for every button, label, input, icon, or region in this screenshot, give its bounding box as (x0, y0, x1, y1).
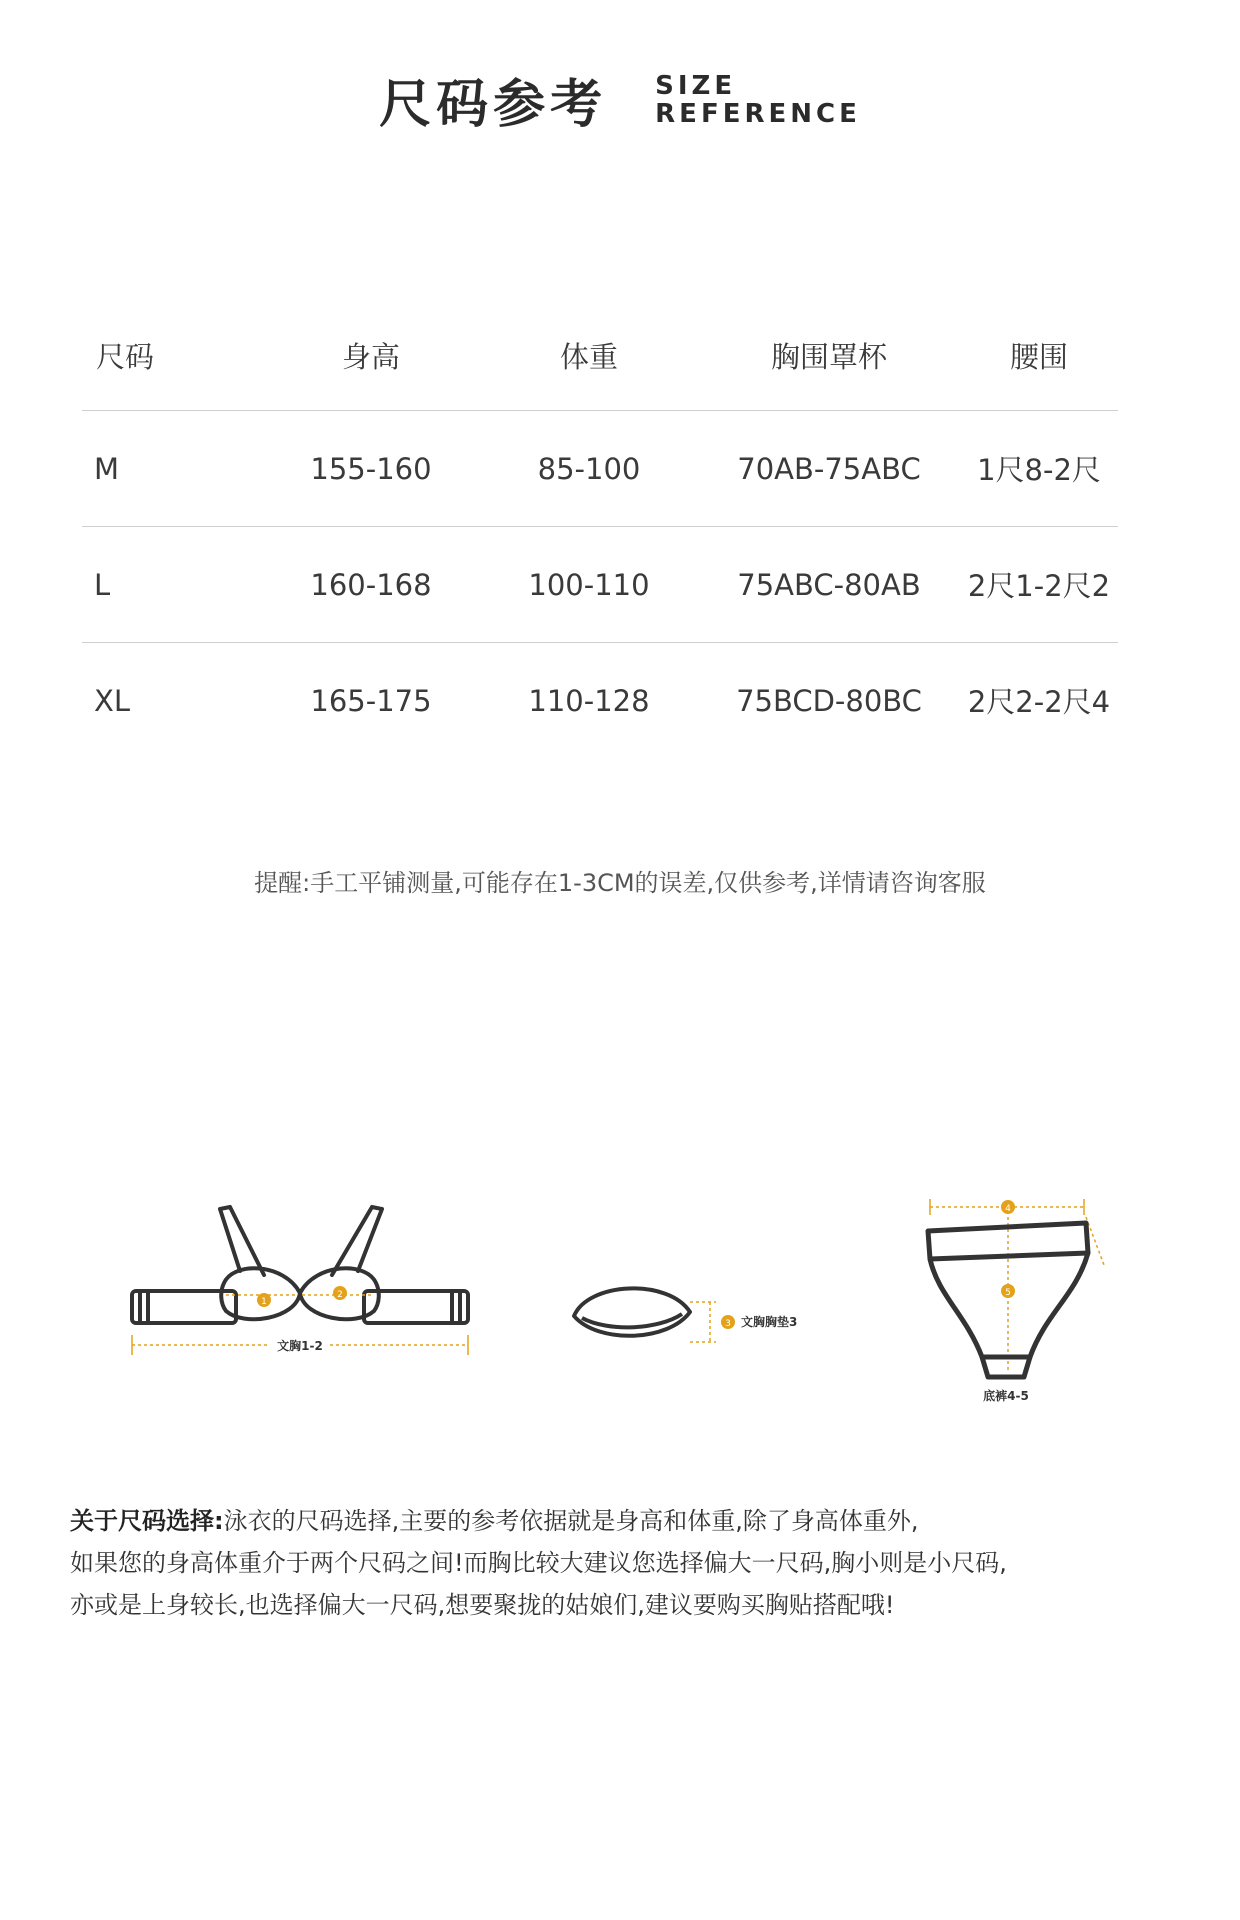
cell-height: 155-160 (310, 451, 432, 486)
page-title: 尺码参考 (379, 75, 608, 135)
subtitle-reference: REFERENCE (655, 98, 861, 129)
bra-outline-icon (132, 1207, 468, 1323)
cell-waist: 2尺2-2尺4 (967, 685, 1111, 719)
cell-bust-cup: 75BCD-80BC (736, 683, 922, 718)
bra-diagram (124, 1195, 476, 1375)
page-subtitle-en (655, 72, 861, 128)
cell-waist: 1尺8-2尺 (977, 453, 1101, 487)
svg-text:1: 1 (261, 1297, 267, 1307)
guide-line-3: 亦或是上身较长,也选择偏大一尺码,想要聚拢的姑娘们,建议要购买胸贴搭配哦! (70, 1591, 895, 1619)
cell-bust-cup: 70AB-75ABC (737, 451, 921, 486)
guide-line-1 (70, 1500, 1180, 1542)
subtitle-size: SIZE (655, 70, 737, 101)
svg-text:3: 3 (725, 1319, 731, 1329)
cell-weight: 110-128 (528, 683, 650, 718)
svg-text:4: 4 (1005, 1204, 1011, 1214)
size-selection-guide (70, 1500, 1180, 1626)
column-header-height: 身高 (341, 339, 400, 374)
cell-size: XL (94, 683, 131, 718)
guide-line-2: 如果您的身高体重介于两个尺码之间!而胸比较大建议您选择偏大一尺码,胸小则是小尺码, (70, 1549, 1007, 1577)
cell-bust-cup: 75ABC-80AB (737, 567, 921, 602)
table-row (82, 527, 1118, 643)
column-header-waist: 腰围 (1009, 339, 1068, 374)
table-header-row (82, 300, 1118, 411)
cell-height: 165-175 (310, 683, 432, 718)
bra-measure-label: 文胸1-2 (277, 1339, 323, 1353)
guide-text-1: 泳衣的尺码选择,主要的参考依据就是身高和体重,除了身高体重外, (223, 1507, 919, 1535)
bra-pad-icon (574, 1288, 690, 1335)
measurement-reminder: 提醒:手工平铺测量,可能存在1-3CM的误差,仅供参考,详情请咨询客服 (254, 869, 986, 897)
pad-measure-label: 文胸胸垫3 (741, 1315, 798, 1329)
cell-height: 160-168 (310, 567, 432, 602)
cell-weight: 100-110 (528, 567, 650, 602)
column-header-weight: 体重 (559, 339, 618, 374)
page-header (0, 62, 1240, 137)
guide-heading: 关于尺码选择: (70, 1507, 224, 1535)
column-header-bust-cup: 胸围罩杯 (770, 339, 887, 374)
svg-text:2: 2 (337, 1290, 343, 1300)
panty-measure-label: 底裤4-5 (983, 1389, 1029, 1403)
table-row (82, 643, 1118, 758)
size-table (82, 300, 1118, 758)
bra-pad-diagram (568, 1262, 828, 1382)
svg-text:5: 5 (1005, 1288, 1011, 1298)
cell-waist: 2尺1-2尺2 (967, 569, 1111, 603)
cell-size: L (94, 567, 111, 602)
table-row (82, 411, 1118, 527)
cell-weight: 85-100 (537, 451, 641, 486)
cell-size: M (94, 451, 120, 486)
column-header-size: 尺码 (96, 339, 155, 374)
panty-outline-icon (928, 1223, 1088, 1377)
panty-diagram (908, 1195, 1128, 1405)
